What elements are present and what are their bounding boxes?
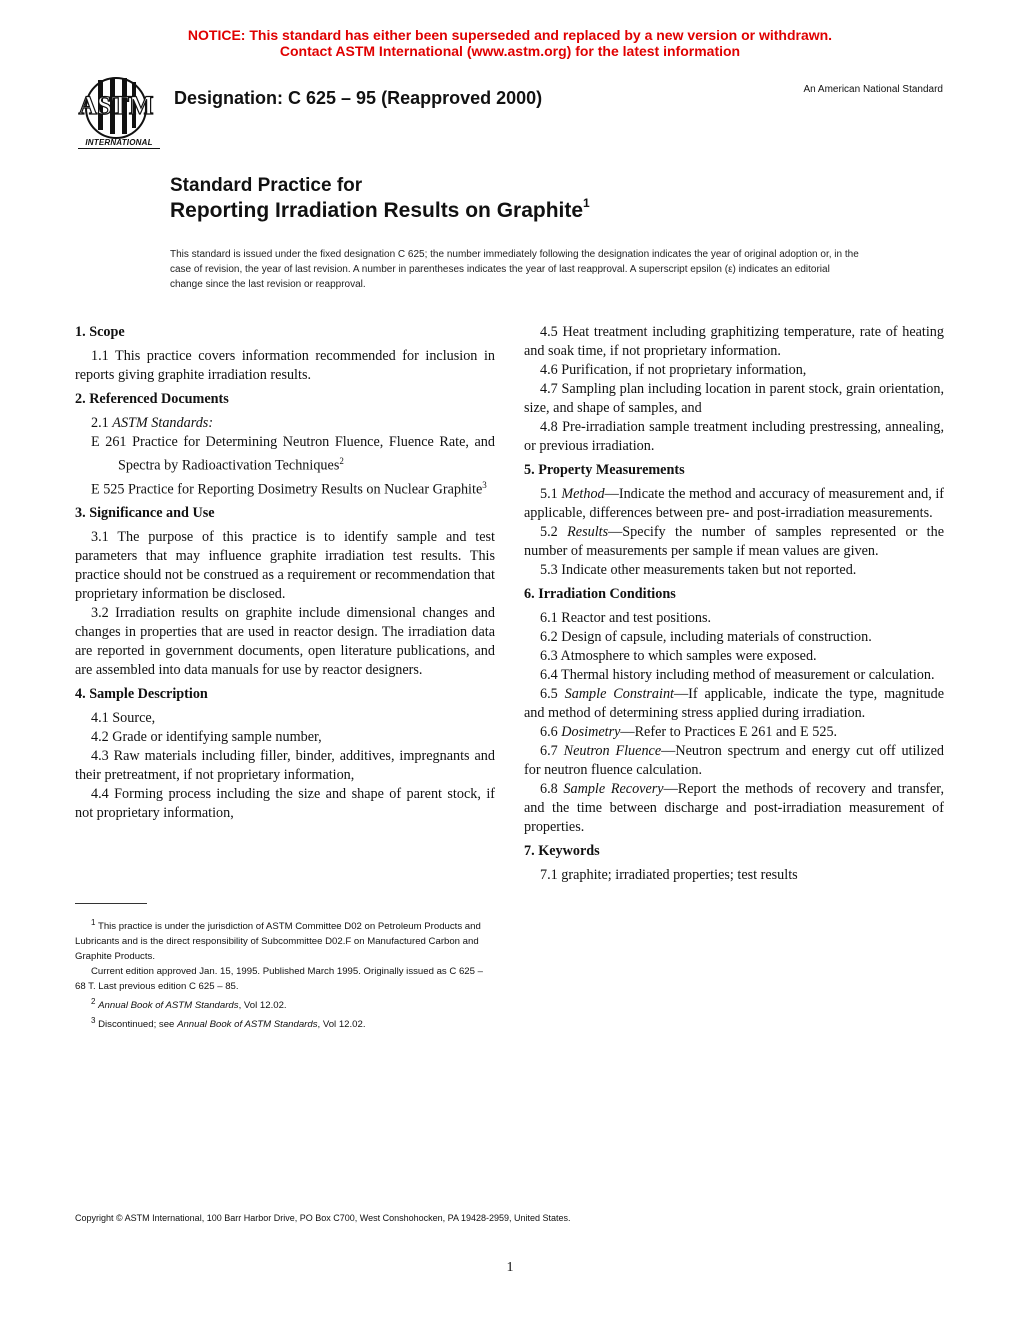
copyright: Copyright © ASTM International, 100 Barr Harbor Drive, PO Box C700, West Conshohocken, PA 19428-2959, United States. [75,1213,571,1223]
page-number: 1 [506,1260,514,1275]
section-heading: 7. Keywords [524,843,600,859]
paragraph: 3.2 Irradiation results on graphite include dimensional changes and changes in properties that are used in reactor design. The irradiation data are reported in government documents, open literature publications, and are assembled into data manuals for use by reactor designers. [75,605,495,679]
paragraph: 4.8 Pre-irradiation sample treatment including prestressing, annealing, or previous irradiation. [524,419,944,454]
reference-item: E 525 Practice for Reporting Dosimetry Results on Nuclear Graphite$^3$ [91,479,487,498]
paragraph: 6.3 Atmosphere to which samples were exposed. [540,648,817,664]
footnotes [75,915,495,1033]
paragraph: 4.2 Grade or identifying sample number, [91,729,322,746]
paragraph: 5.3 Indicate other measurements taken but not reported. [540,562,857,578]
paragraph: 6.2 Design of capsule, including materials of construction. [540,629,872,645]
paragraph: 1.1 This practice covers information recommended for inclusion in reports giving graphite irradiation results. [75,348,495,383]
left-column [75,323,495,823]
paragraph: 6.1 Reactor and test positions. [540,610,712,626]
footnote: Current edition approved Jan. 15, 1995. Published March 1995. Originally issued as C 625 – 68 T. Last previous edition C 625 – 85. [75,966,483,993]
paragraph: 6.5 Sample Constraint—If applicable, indicate the type, magnitude and method of determining stress applied during irradiation. [524,686,944,721]
footnote-divider [75,903,147,904]
abstract: This standard is issued under the fixed designation C 625; the number immediately following the designation indicates the year of original adoption or, in the case of revision, the year of last revision. A number in parentheses indicates the year of last reapproval. A superscript epsilon (ε) indicates an editorial change since the last revision or reapproval. [170,249,859,290]
footnote: $^1$ This practice is under the jurisdiction of ASTM Committee D02 on Petroleum Products and Lubricants and is the direct responsibility of Subcommittee D02.F on Manufactured Carbon and Graphite Products. [75,918,481,963]
section-heading: 5. Property Measurements [524,462,685,478]
paragraph: 4.1 Source, [91,710,156,727]
paragraph: 6.6 Dosimetry—Refer to Practices E 261 and E 525. [540,724,838,740]
right-column [524,323,944,885]
logo-international-text: INTERNATIONAL [78,138,160,149]
paragraph: 5.2 Results—Specify the number of samples represented or the number of measurements per sample if mean values are given. [524,524,945,559]
section-heading: 6. Irradiation Conditions [524,586,676,602]
paragraph: 5.1 Method—Indicate the method and accuracy of measurement and, if applicable, differences between pre- and post-irradiation measurements. [524,486,945,521]
footnote: $^3$ Discontinued; see Annual Book of ASTM Standards, Vol 12.02. [91,1016,366,1031]
paragraph: 6.7 Neutron Fluence—Neutron spectrum and energy cut off utilized for neutron fluence calculation. [524,743,944,778]
paragraph: 4.7 Sampling plan including location in parent stock, grain orientation, size, and shape of samples, and [524,381,944,416]
paragraph: 6.4 Thermal history including method of measurement or calculation. [540,667,935,683]
title-line-1: Standard Practice for [170,175,363,196]
paragraph: 7.1 graphite; irradiated properties; test results [540,867,798,883]
paragraph: 4.4 Forming process including the size and shape of parent stock, if not proprietary information, [75,786,495,822]
title-line-2: Reporting Irradiation Results on Graphite$^1$ [170,196,590,222]
notice-line-2: Contact ASTM International (www.astm.org) for the latest information [279,43,741,59]
section-heading: 1. Scope [75,324,125,340]
section-heading: 2. Referenced Documents [75,391,229,407]
section-heading: 4. Sample Description [75,686,208,703]
american-national-standard: An American National Standard [803,84,943,95]
designation: Designation: C 625 – 95 (Reapproved 2000) [174,88,543,108]
paragraph: 6.8 Sample Recovery—Report the methods of recovery and transfer, and the time between discharge and post-irradiation measurement of properties. [524,781,944,835]
reference-item: E 261 Practice for Determining Neutron Fluence, Fluence Rate, and Spectra by Radioactivation Techniques$^2$ [91,434,495,474]
paragraph: 3.1 The purpose of this practice is to identify sample and test parameters that may influence graphite irradiation test results. This practice should not be construed as a requirement or recommendation that proprietary information be disclosed. [75,529,495,603]
notice-line-1: NOTICE: This standard has either been superseded and replaced by a new version or withdrawn. [187,27,833,43]
paragraph: 2.1 ASTM Standards: [91,415,214,431]
paragraph: 4.3 Raw materials including filler, binder, additives, impregnants and their pretreatment, if not proprietary information, [75,748,495,784]
footnote: $^2$ Annual Book of ASTM Standards, Vol 12.02. [91,997,287,1012]
section-heading: 3. Significance and Use [75,505,215,522]
title-footnote-mark: 1 [583,196,590,210]
paragraph: 4.5 Heat treatment including graphitizing temperature, rate of heating and soak time, if not proprietary information. [524,324,944,359]
paragraph: 4.6 Purification, if not proprietary information, [540,362,807,378]
logo-text: ASTM [78,91,154,120]
